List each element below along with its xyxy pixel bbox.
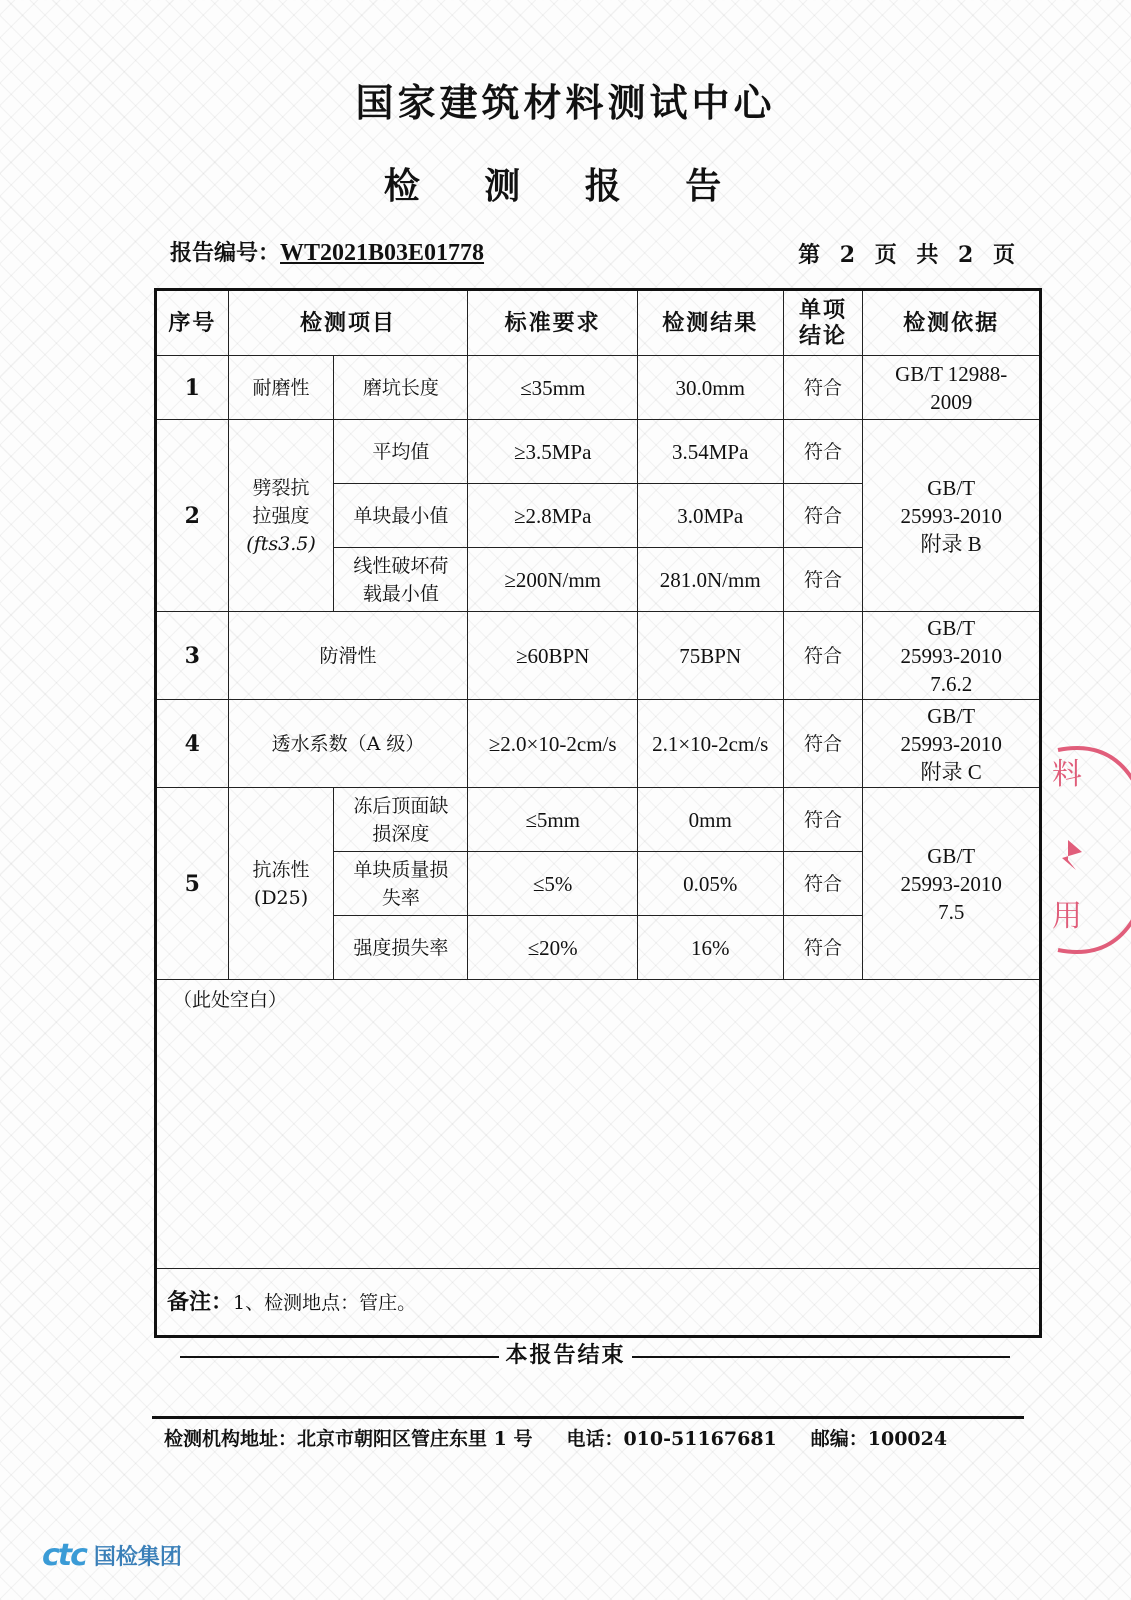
row-subitem-line: 载最小值 (362, 582, 439, 605)
remark-cell (156, 1269, 1041, 1337)
row-conclusion: 符合 (783, 612, 863, 700)
row-subitem-line: 损深度 (372, 822, 430, 845)
row-conclusion: 符合 (783, 548, 863, 612)
row-basis (863, 700, 1041, 788)
row-basis-line: GB/T (927, 615, 976, 640)
row-subitem-line: 失率 (381, 886, 420, 909)
row-item-line: (D25) (253, 886, 309, 909)
row-subitem (334, 548, 468, 612)
row-requirement: ≤5% (468, 852, 637, 916)
row-requirement: ≤20% (468, 916, 637, 980)
row-basis (863, 612, 1041, 700)
row-subitem (334, 788, 468, 852)
seal-stamp-icon (1048, 740, 1131, 960)
footer-phone: 电话：010-51167681 (566, 1428, 777, 1450)
row-conclusion: 符合 (783, 700, 863, 788)
row-index: 1 (156, 356, 229, 420)
report-number-label: 报告编号： (170, 240, 281, 266)
row-basis-line: 25993-2010 (900, 871, 1002, 896)
blank-note: （此处空白） (156, 980, 1041, 1269)
test-results-table (154, 288, 1042, 1338)
table-row (156, 420, 1041, 484)
row-result: 281.0N/mm (637, 548, 783, 612)
header-index: 序号 (156, 290, 229, 356)
table-row (156, 788, 1041, 852)
row-subitem: 平均值 (334, 420, 468, 484)
row-requirement: ≥60BPN (468, 612, 637, 700)
row-result: 75BPN (637, 612, 783, 700)
row-subitem: 单块最小值 (334, 484, 468, 548)
table-header-row (156, 290, 1041, 356)
row-result: 0mm (637, 788, 783, 852)
footer-postcode: 邮编：100024 (810, 1428, 948, 1450)
row-subitem-line: 冻后顶面缺 (353, 794, 449, 817)
ctc-logo-mark: ctc (42, 1538, 86, 1573)
row-item-line: 拉强度 (252, 504, 310, 527)
remark-label: 备注： (167, 1288, 234, 1315)
row-index: 4 (156, 700, 229, 788)
row-basis-text: GB/T 12988-2009 (895, 361, 1008, 414)
row-requirement: ≥2.8MPa (468, 484, 637, 548)
row-item (228, 788, 334, 980)
row-basis-line: 25993-2010 (900, 643, 1002, 668)
row-basis-line: 7.6.2 (930, 671, 973, 696)
header-item: 检测项目 (228, 290, 468, 356)
row-index: 2 (156, 420, 229, 612)
report-number-value: WT2021B03E01778 (280, 240, 485, 266)
report-number (170, 236, 484, 267)
row-index: 5 (156, 788, 229, 980)
row-basis-line: GB/T (927, 475, 976, 500)
row-subitem-line: 线性破坏荷 (353, 554, 449, 577)
row-basis-line: GB/T (927, 703, 976, 728)
row-requirement: ≥2.0×10-2cm/s (468, 700, 637, 788)
ctc-logo (42, 1538, 182, 1573)
row-item: 防滑性 (228, 612, 468, 700)
row-item-line: 抗冻性 (252, 858, 310, 881)
row-basis-line: 7.5 (938, 899, 965, 924)
row-result: 2.1×10-2cm/s (637, 700, 783, 788)
row-result: 30.0mm (637, 356, 783, 420)
row-item-line: (fts3.5) (246, 532, 316, 555)
report-end (0, 1338, 1131, 1369)
row-conclusion: 符合 (783, 356, 863, 420)
blank-row (156, 980, 1041, 1269)
row-conclusion: 符合 (783, 484, 863, 548)
table-row (156, 356, 1041, 420)
row-result: 16% (637, 916, 783, 980)
header-conclusion (783, 290, 863, 356)
footer (164, 1424, 1024, 1451)
row-basis (863, 420, 1041, 612)
row-subitem: 磨坑长度 (334, 356, 468, 420)
row-item: 耐磨性 (228, 356, 334, 420)
row-requirement: ≥3.5MPa (468, 420, 637, 484)
footer-divider (152, 1416, 1024, 1419)
table-row (156, 612, 1041, 700)
row-basis (863, 356, 1041, 420)
row-subitem: 强度损失率 (334, 916, 468, 980)
seal-text: 用 (1052, 899, 1082, 934)
org-title: 国家建筑材料测试中心 (355, 80, 776, 125)
page-info: 第 2 页 共 2 页 (798, 242, 1021, 268)
report-end-text: 本报告结束 (499, 1342, 631, 1368)
row-item (228, 420, 334, 612)
report-title: 检 测 报 告 (383, 165, 748, 207)
row-result: 0.05% (637, 852, 783, 916)
row-item: 透水系数（A 级） (228, 700, 468, 788)
row-subitem (334, 852, 468, 916)
header-result: 检测结果 (637, 290, 783, 356)
row-conclusion: 符合 (783, 420, 863, 484)
remark-row (156, 1269, 1041, 1337)
row-basis-line: 25993-2010 (900, 503, 1002, 528)
seal-text: 料 (1052, 757, 1082, 792)
table-row (156, 700, 1041, 788)
row-basis-line: 附录 B (920, 531, 982, 556)
row-basis-line: 附录 C (920, 759, 982, 784)
row-subitem-line: 单块质量损 (353, 858, 449, 881)
row-result: 3.54MPa (637, 420, 783, 484)
row-basis (863, 788, 1041, 980)
row-index: 3 (156, 612, 229, 700)
header-conclusion-text: 单项结论 (798, 297, 847, 349)
row-requirement: ≤35mm (468, 356, 637, 420)
remark-text: 1、检测地点：管庄。 (233, 1291, 417, 1314)
footer-address: 检测机构地址：北京市朝阳区管庄东里 1 号 (164, 1428, 533, 1450)
row-requirement: ≥200N/mm (468, 548, 637, 612)
row-item-line: 劈裂抗 (252, 476, 310, 499)
row-conclusion: 符合 (783, 916, 863, 980)
ctc-logo-name: 国检集团 (93, 1545, 182, 1570)
row-basis-line: 25993-2010 (900, 731, 1002, 756)
row-conclusion: 符合 (783, 852, 863, 916)
row-conclusion: 符合 (783, 788, 863, 852)
row-requirement: ≤5mm (468, 788, 637, 852)
row-result: 3.0MPa (637, 484, 783, 548)
header-requirement: 标准要求 (468, 290, 637, 356)
header-basis: 检测依据 (863, 290, 1041, 356)
row-basis-line: GB/T (927, 843, 976, 868)
